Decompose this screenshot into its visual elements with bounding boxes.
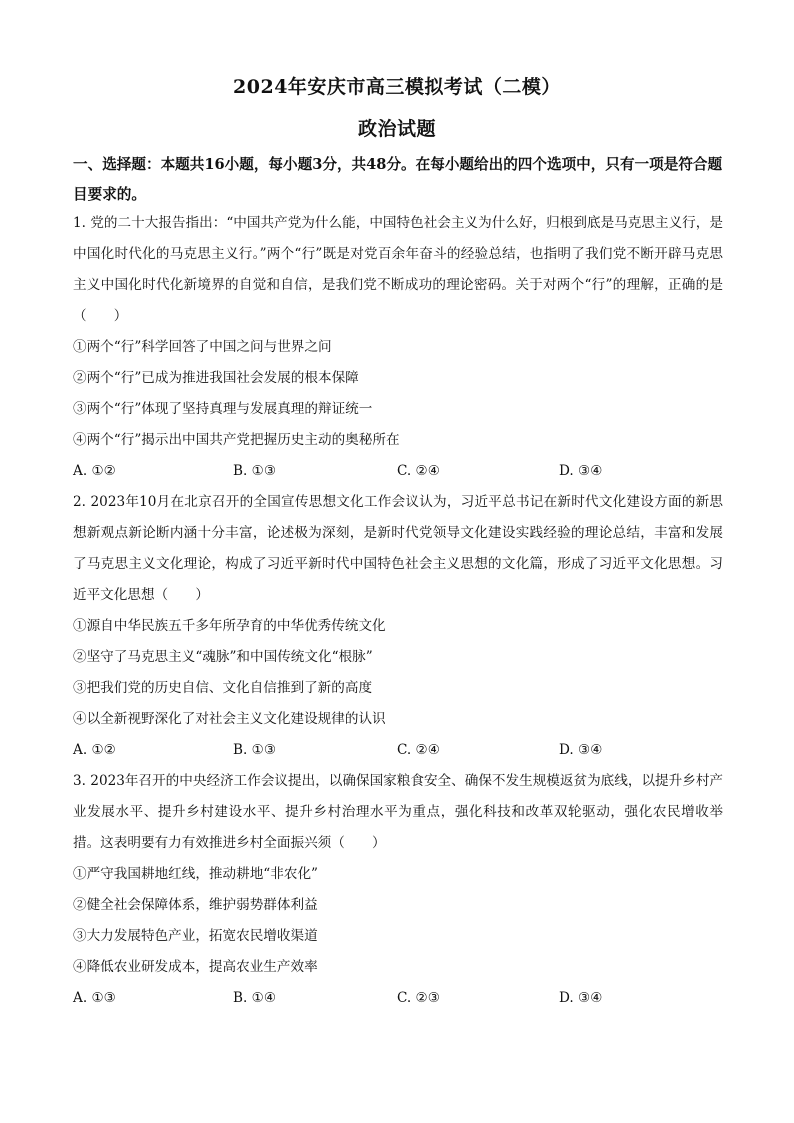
statement-4: ④降低农业研发成本，提高农业生产效率: [73, 959, 318, 975]
choice-c: C. ②④: [397, 742, 440, 758]
choice-d: D. ③④: [559, 990, 603, 1006]
statement-2: ②坚守了马克思主义“魂脉”和中国传统文化“根脉”: [73, 649, 373, 665]
statement-3: ③大力发展特色产业，拓宽农民增收渠道: [73, 928, 318, 944]
question-stem: 3. 2023年召开的中央经济工作会议提出，以确保国家粮食安全、确保不发生规模返贫为底线，以提升乡村产业发展水平、提升乡村建设水平、提升乡村治理水平为重点，强化科技和改革双轮驱动，强化农民增收举措。这表明要有力有效推进乡村全面振兴须（ ）: [73, 773, 724, 851]
statement-1: ①严守我国耕地红线，推动耕地“非农化”: [73, 866, 318, 882]
choice-d: D. ③④: [559, 742, 603, 758]
choice-c: C. ②③: [397, 990, 440, 1006]
choice-a: A. ①③: [73, 990, 116, 1006]
question-stem: 2. 2023年10月在北京召开的全国宣传思想文化工作会议认为，习近平总书记在新时代文化建设方面的新思想新观点新论断内涵十分丰富，论述极为深刻，是新时代党领导文化建设实践经验的理论总结，丰富和发展了马克思主义文化理论，构成了习近平新时代中国特色社会主义思想的文化篇，形成了习近平文化思想。习近平文化思想（ ）: [73, 494, 723, 603]
question-list: [73, 208, 723, 1014]
statement-4: ④两个“行”揭示出中国共产党把握历史主动的奥秘所在: [73, 432, 400, 448]
section-heading: 一、选择题：本题共16小题，每小题3分，共48分。在每小题给出的四个选项中，只有一项是符合题目要求的。: [73, 156, 723, 203]
question-stem: 1. 党的二十大报告指出：“中国共产党为什么能，中国特色社会主义为什么好，归根到底是马克思主义行，是中国化时代化的马克思主义行。”两个“行”既是对党百余年奋斗的经验总结，也指明了我们党不断开辟马克思主义中国化时代化新境界的自觉和自信，是我们党不断成功的理论密码。关于对两个“行”的理解，正确的是（ ）: [73, 215, 723, 324]
statement-3: ③把我们党的历史自信、文化自信推到了新的高度: [73, 680, 373, 696]
statement-1: ①源自中华民族五千多年所孕育的中华优秀传统文化: [73, 618, 386, 634]
choice-a: A. ①②: [73, 742, 116, 758]
statement-2: ②两个“行”已成为推进我国社会发展的根本保障: [73, 370, 359, 386]
answer-choices: [73, 735, 723, 766]
statement-4: ④以全新视野深化了对社会主义文化建设规律的认识: [73, 711, 386, 727]
choice-b: B. ①④: [233, 990, 277, 1006]
statement-2: ②健全社会保障体系，维护弱势群体利益: [73, 897, 318, 913]
statement-3: ③两个“行”体现了坚持真理与发展真理的辩证统一: [73, 401, 373, 417]
answer-choices: [73, 983, 723, 1014]
question-2: [73, 487, 723, 766]
question-3: [73, 766, 723, 1014]
exam-title: 2024年安庆市高三模拟考试（二模）: [233, 76, 561, 98]
choice-c: C. ②④: [397, 463, 440, 479]
statement-1: ①两个“行”科学回答了中国之问与世界之问: [73, 339, 332, 355]
choice-a: A. ①②: [73, 463, 116, 479]
exam-subject: 政治试题: [357, 118, 436, 140]
question-1: [73, 208, 723, 487]
choice-d: D. ③④: [559, 463, 603, 479]
choice-b: B. ①③: [233, 463, 277, 479]
answer-choices: [73, 456, 723, 487]
choice-b: B. ①③: [233, 742, 277, 758]
